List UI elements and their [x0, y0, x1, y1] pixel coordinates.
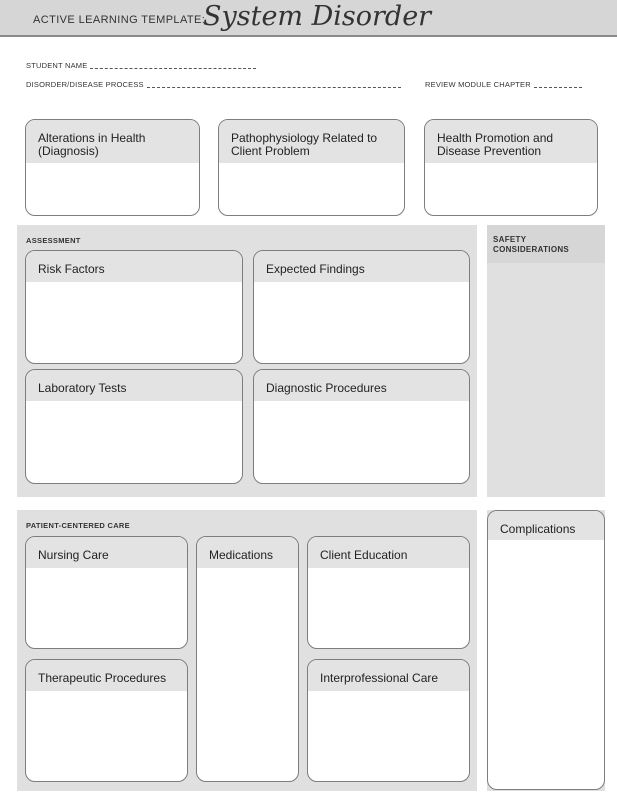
complications-heading: Complications	[488, 511, 604, 540]
client-education-box[interactable]	[307, 536, 470, 649]
alterations-box[interactable]	[25, 119, 200, 216]
medications-heading: Medications	[197, 537, 298, 568]
review-module-field[interactable]	[425, 80, 582, 89]
nursing-care-box[interactable]	[25, 536, 188, 649]
interprofessional-care-heading: Interprofessional Care	[308, 660, 469, 691]
student-name-line[interactable]	[90, 68, 256, 69]
laboratory-tests-box[interactable]	[25, 369, 243, 484]
nursing-care-heading: Nursing Care	[26, 537, 187, 568]
safety-panel	[487, 225, 605, 497]
student-name-field[interactable]	[26, 61, 256, 70]
disorder-field[interactable]	[26, 80, 401, 89]
medications-box[interactable]	[196, 536, 299, 782]
disorder-line[interactable]	[147, 87, 401, 88]
laboratory-tests-heading: Laboratory Tests	[26, 370, 242, 401]
client-education-heading: Client Education	[308, 537, 469, 568]
safety-label: SAFETY CONSIDERATIONS	[487, 225, 605, 263]
complications-box[interactable]	[487, 510, 605, 790]
health-promotion-box[interactable]	[424, 119, 598, 216]
therapeutic-procedures-box[interactable]	[25, 659, 188, 782]
template-prefix: ACTIVE LEARNING TEMPLATE:	[33, 14, 206, 26]
health-promotion-heading: Health Promotion and Disease Prevention	[425, 120, 597, 163]
patient-care-label: PATIENT-CENTERED CARE	[26, 521, 130, 530]
therapeutic-procedures-heading: Therapeutic Procedures	[26, 660, 187, 691]
disorder-label: DISORDER/DISEASE PROCESS	[26, 80, 144, 89]
diagnostic-procedures-heading: Diagnostic Procedures	[254, 370, 469, 401]
interprofessional-care-box[interactable]	[307, 659, 470, 782]
review-module-line[interactable]	[534, 87, 582, 88]
review-module-label: REVIEW MODULE CHAPTER	[425, 80, 531, 89]
student-name-label: STUDENT NAME	[26, 61, 88, 70]
pathophysiology-heading: Pathophysiology Related to Client Problem	[219, 120, 404, 163]
template-title: System Disorder	[203, 1, 432, 32]
expected-findings-box[interactable]	[253, 250, 470, 364]
template-header	[0, 0, 617, 37]
alterations-heading: Alterations in Health (Diagnosis)	[26, 120, 199, 163]
risk-factors-box[interactable]	[25, 250, 243, 364]
expected-findings-heading: Expected Findings	[254, 251, 469, 282]
assessment-label: ASSESSMENT	[26, 236, 81, 245]
risk-factors-heading: Risk Factors	[26, 251, 242, 282]
pathophysiology-box[interactable]	[218, 119, 405, 216]
diagnostic-procedures-box[interactable]	[253, 369, 470, 484]
